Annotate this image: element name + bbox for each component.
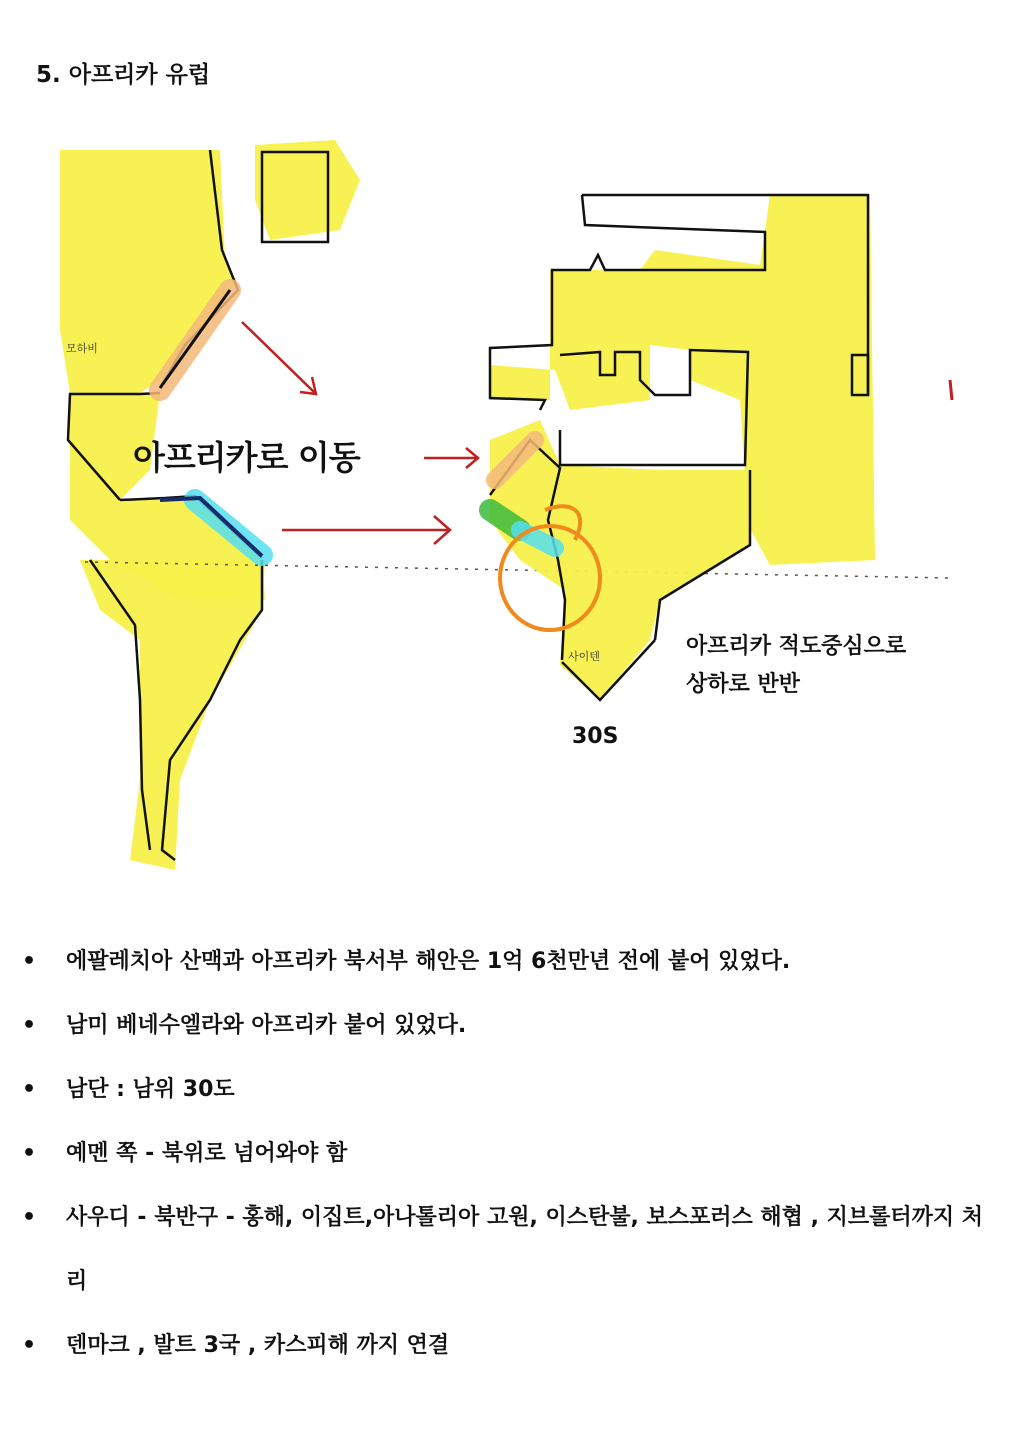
arrow-3	[282, 516, 450, 544]
greenland-fill	[255, 140, 360, 240]
equator-note-line-2: 상하로 반반	[686, 672, 800, 697]
list-item: • 덴마크 , 발트 3국 , 카스피해 까지 연결	[22, 1314, 1002, 1378]
right-small-label: 사이텐	[568, 650, 600, 663]
list-item: • 남미 베네수엘라와 아프리카 붙어 있었다.	[22, 994, 1002, 1058]
equator-note	[686, 628, 906, 704]
move-to-africa-label: 아프리카로 이동	[133, 438, 360, 477]
list-item: • 예멘 쪽 - 북위로 넘어와야 함	[22, 1122, 1002, 1186]
south-america-fill	[80, 560, 265, 870]
list-item: • 사우디 - 북반구 - 홍해, 이집트,아나톨리아 고원, 이스탄불, 보스포러스 해협 , 지브롤터까지 처리	[22, 1186, 1002, 1314]
page-title: 5. 아프리카 유럽	[36, 62, 211, 88]
arrow-2	[424, 448, 478, 468]
north-america-fill	[60, 150, 235, 393]
left-small-label: 모하비	[66, 342, 98, 355]
equator-note-line-1: 아프리카 적도중심으로	[686, 634, 907, 659]
latitude-label: 30S	[572, 724, 619, 749]
list-item: • 에팔레치아 산맥과 아프리카 북서부 해안은 1억 6천만년 전에 붙어 있었다.	[22, 930, 1002, 994]
list-item: • 남단 : 남위 30도	[22, 1058, 1002, 1122]
arrow-1	[242, 322, 316, 394]
red-mark	[950, 380, 952, 400]
notes-list	[22, 930, 1002, 1378]
